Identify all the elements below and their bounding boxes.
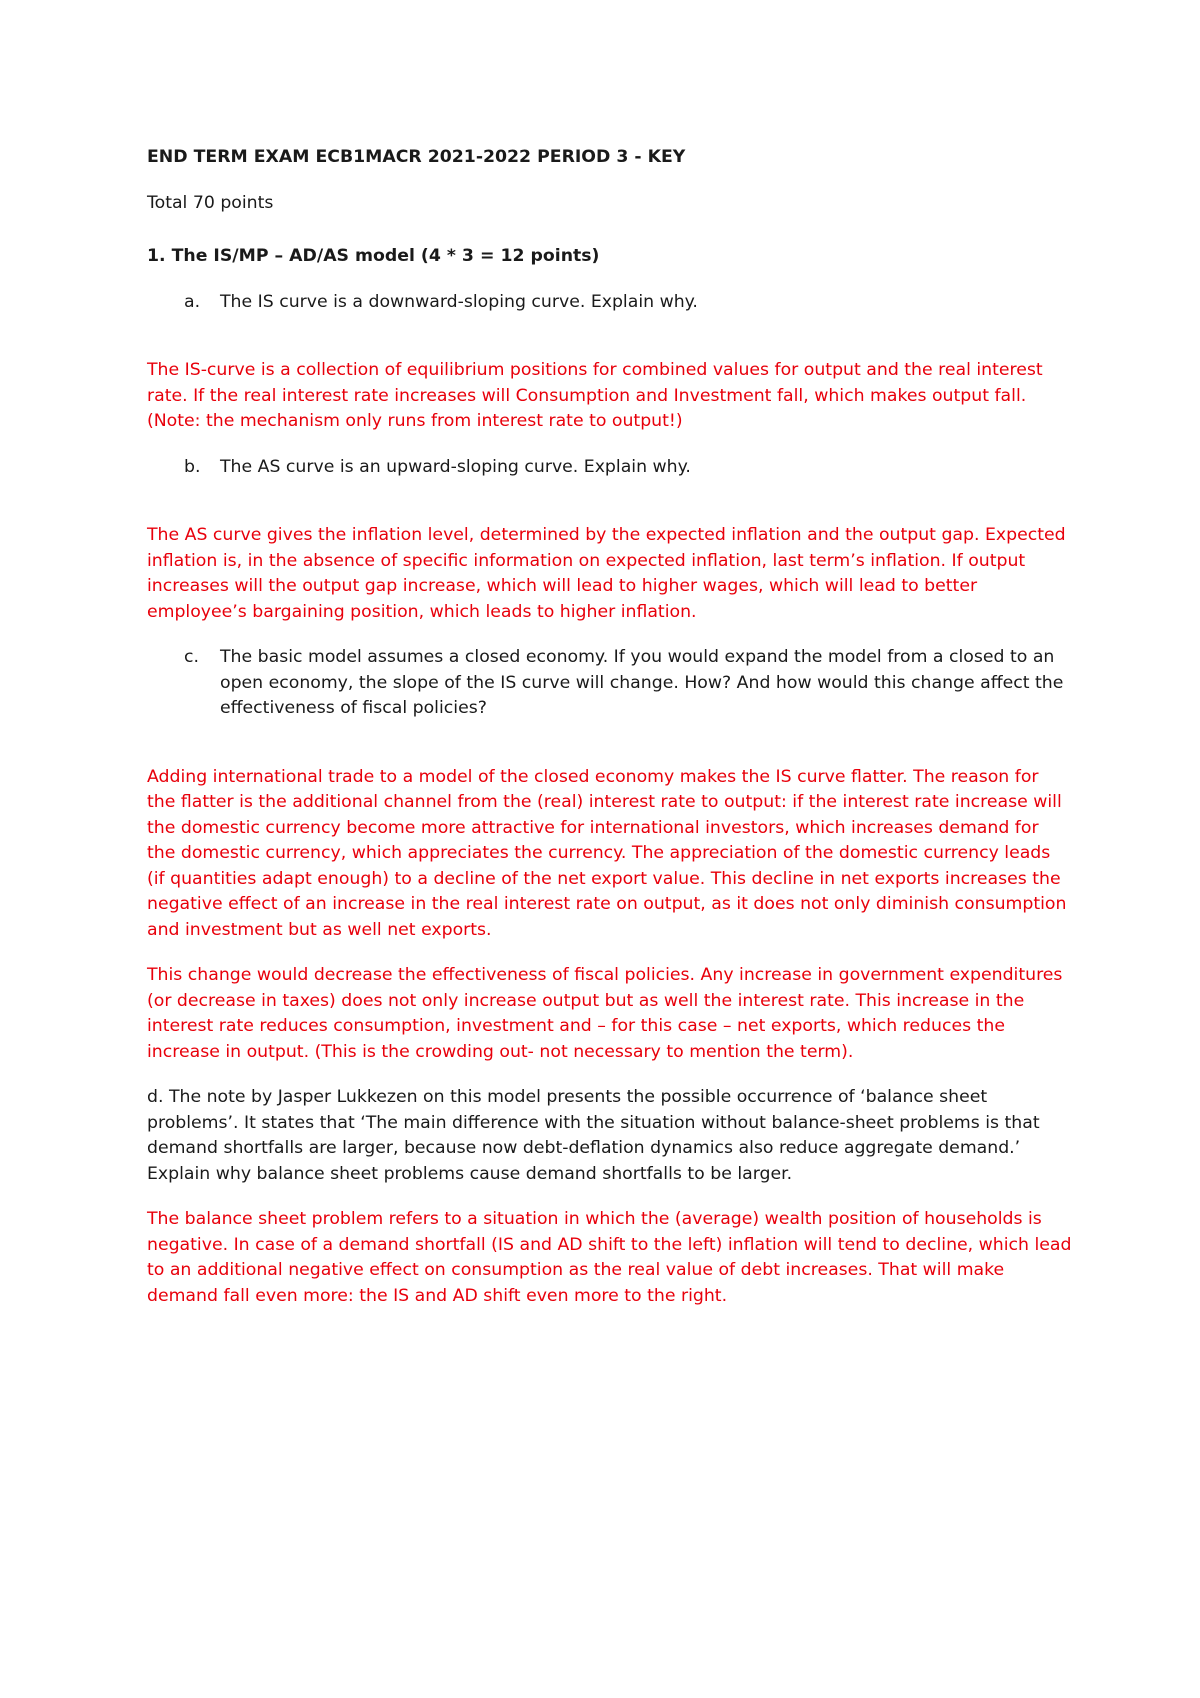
- question-b: [147, 455, 1072, 481]
- question-a-marker: a.: [184, 291, 201, 312]
- question-a: [147, 290, 1072, 316]
- total-points: Total 70 points: [147, 192, 274, 213]
- section-1-heading: 1. The IS/MP – AD/AS model (4 * 3 = 12 points): [147, 246, 600, 266]
- question-b-marker: b.: [184, 456, 201, 477]
- answer-c-part-2: This change would decrease the effectiveness of fiscal policies. Any increase in government expenditures (or decrease in taxes) does not only increase output but as well the interest rate. This increase in the interest rate reduces consumption, investment and – for this case – net exports, which reduces the increase in output. (This is the crowding out- not necessary to mention the term).: [147, 965, 1063, 1062]
- exam-title: END TERM EXAM ECB1MACR 2021-2022 PERIOD 3 - KEY: [147, 147, 686, 167]
- question-b-text: The AS curve is an upward-sloping curve. Explain why.: [220, 456, 691, 477]
- question-a-text: The IS curve is a downward-sloping curve. Explain why.: [220, 291, 698, 312]
- document-page: [147, 145, 1072, 1329]
- answer-a: The IS-curve is a collection of equilibrium positions for combined values for output and the real interest rate. If the real interest rate increases will Consumption and Investment fall, which makes output fall. (Note: the mechanism only runs from interest rate to output!): [147, 360, 1043, 431]
- question-c-marker: c.: [184, 647, 199, 667]
- question-d: d. The note by Jasper Lukkezen on this model presents the possible occurrence of ‘balance sheet problems’. It states that ‘The main difference with the situation without balance-sheet problems is that demand shortfalls are larger, because now debt-deflation dynamics also reduce aggregate demand.’ Explain why balance sheet problems cause demand shortfalls to be larger.: [147, 1087, 1040, 1184]
- question-c: [147, 645, 1072, 722]
- question-c-text: The basic model assumes a closed economy. If you would expand the model from a closed to an open economy, the slope of the IS curve will change. How? And how would this change affect the effectiveness of fiscal policies?: [220, 647, 1064, 718]
- answer-b: The AS curve gives the inflation level, determined by the expected inflation and the output gap. Expected inflation is, in the absence of specific information on expected inflation, last term’s inflation. If output increases will the output gap increase, which will lead to higher wages, which will lead to better employee’s bargaining position, which leads to higher inflation.: [147, 525, 1066, 622]
- answer-c-part-1: Adding international trade to a model of the closed economy makes the IS curve flatter. The reason for the flatter is the additional channel from the (real) interest rate to output: if the interest rate increase will the domestic currency become more attractive for international investors, which increases demand for the domestic currency, which appreciates the currency. The appreciation of the domestic currency leads (if quantities adapt enough) to a decline of the net export value. This decline in net exports increases the negative effect of an increase in the real interest rate on output, as it does not only diminish consumption and investment but as well net exports.: [147, 766, 1067, 940]
- answer-d: The balance sheet problem refers to a situation in which the (average) wealth position of households is negative. In case of a demand shortfall (IS and AD shift to the left) inflation will tend to decline, which lead to an additional negative effect on consumption as the real value of debt increases. That will make demand fall even more: the IS and AD shift even more to the right.: [147, 1209, 1072, 1306]
